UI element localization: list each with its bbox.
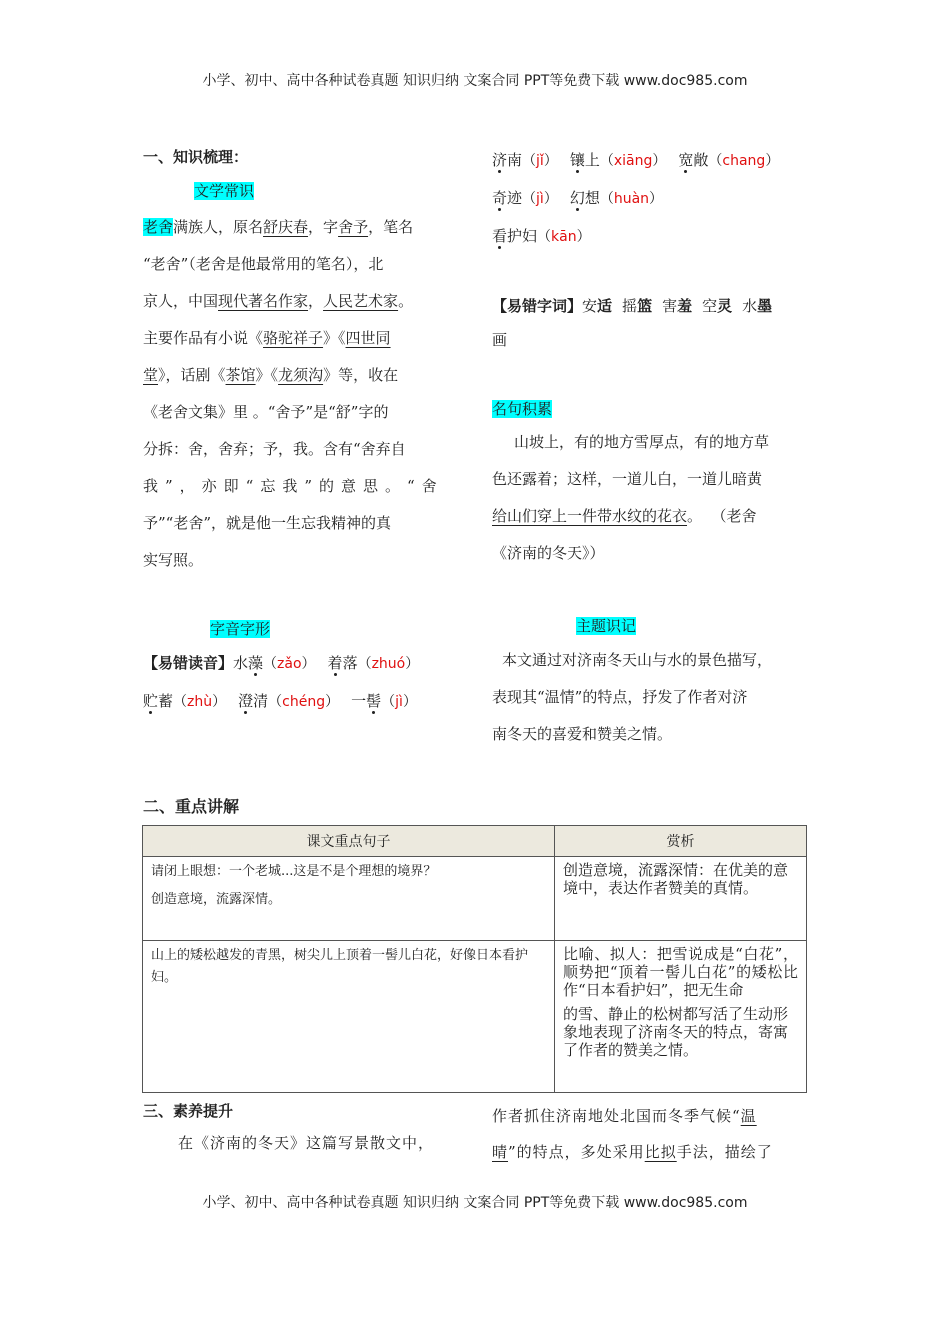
sentence-cell: [143, 941, 555, 1093]
work-title: 茶馆: [225, 366, 256, 384]
page-header: 小学、初中、高中各种试卷真题 知识归纳 文案合同 PPT等免费下载 www.doc985.com: [202, 73, 748, 89]
keyword: 晴: [492, 1143, 509, 1161]
quote-paragraph: [492, 424, 810, 572]
honor-title: 现代著名作家: [218, 292, 309, 310]
pinyin: （zhuó）: [357, 656, 420, 672]
text-line: 本文通过对济南冬天山与水的景色描写，: [502, 651, 773, 669]
section3-left-text: 在《济南的冬天》这篇写景散文中，: [178, 1134, 435, 1152]
text-line: 分拆：舍，舍弃；予，我。含有“舍弃自: [143, 440, 406, 458]
text: ”的特点，多处采用: [508, 1143, 645, 1161]
phonetics-label: 【易错读音】: [143, 654, 234, 672]
key-sentences-table: [142, 825, 807, 1093]
analysis-text: 的雪、静止的松树都写活了生动形象地表现了济南冬天的特点，寄寓了作者的赞美之情。: [563, 1005, 789, 1059]
theme-heading: 主题识记: [576, 617, 637, 635]
pinyin-item: 看护妇（kān）: [492, 227, 591, 245]
analysis-cell: [555, 857, 807, 941]
section2-title: 二、重点讲解: [143, 797, 240, 816]
text: 主要作品有小说《: [143, 329, 264, 347]
text: ，字: [308, 218, 339, 236]
text-line: 我”，亦即“忘我”的意思。“舍: [143, 477, 444, 495]
theme-paragraph: [492, 642, 810, 753]
text-line: 表现其“温情”的特点，抒发了作者对济: [492, 688, 748, 706]
text: ，: [308, 292, 324, 310]
keyword: 比拟: [644, 1143, 677, 1161]
page-footer: 小学、初中、高中各种试卷真题 知识归纳 文案合同 PPT等免费下载 www.doc985.com: [202, 1195, 748, 1211]
honor-title: 人民艺术家: [323, 292, 399, 310]
pinyin-item: 澄清（chéng）: [238, 692, 340, 710]
typo-word: 害羞: [662, 297, 693, 315]
work-title: 四世同: [345, 329, 391, 347]
pinyin-item: 水藻（zǎo）: [233, 654, 316, 672]
pinyin: （xiāng）: [599, 153, 667, 169]
section1-title: 一、知识梳理：: [143, 148, 249, 166]
text: 。 （老舍: [687, 507, 757, 525]
courtesy-name: 舍予: [338, 218, 369, 236]
analysis-cell: [555, 941, 807, 1093]
table-header-analysis: 赏析: [555, 826, 807, 857]
pinyin: （zhù）: [173, 694, 227, 710]
pinyin: （jǐ）: [522, 153, 558, 169]
text: 》等，收在: [323, 366, 399, 384]
text-line: 《济南的冬天》）: [492, 544, 605, 562]
left-column: [143, 145, 461, 710]
section3-title: 三、素养提升: [143, 1102, 234, 1120]
sentence-cell: [143, 857, 555, 941]
typo-word: 空灵: [702, 297, 733, 315]
pinyin-item: 一髻（jì）: [351, 692, 417, 710]
work-title: 龙须沟: [278, 366, 324, 384]
sentence-text: 请闭上眼想：一个老城...这是不是个理想的境界？: [151, 864, 437, 879]
keyword: 温: [740, 1107, 757, 1125]
phonetics-list: [143, 645, 473, 721]
pinyin: （chang）: [708, 153, 780, 169]
pinyin: （chéng）: [268, 694, 340, 710]
section3-right-text: [492, 1098, 810, 1170]
table-header-sentence: 课文重点句子: [143, 826, 555, 857]
text-line: 色还露着；这样，一道儿白，一道儿暗黄: [492, 470, 763, 488]
text-line: 予”“老舍”，就是他一生忘我精神的真: [143, 514, 392, 532]
pinyin: （jì）: [522, 191, 558, 207]
text-line: 山坡上，有的地方雪厚点，有的地方草: [514, 433, 770, 451]
sentence-text: 山上的矮松越发的青黑，树尖儿上顶着一髻儿白花，好像日本看护妇。: [151, 948, 529, 985]
right-column: [492, 142, 810, 743]
pronunciation-list: [492, 142, 810, 256]
pinyin: （kān）: [537, 229, 591, 245]
typo-label: 【易错字词】: [492, 297, 583, 315]
literature-paragraph: [143, 209, 461, 579]
text: 手法，描绘了: [676, 1143, 773, 1161]
analysis-text: 创造意境，流露深情：在优美的意境中，表达作者赞美的真情。: [563, 861, 789, 897]
pinyin: （zǎo）: [263, 656, 316, 672]
analysis-text: 比喻、拟人：把雪说成是“白花”，顺势把“顶着一髻儿白花”的矮松比作“日本看护妇”，把无生命: [563, 945, 798, 999]
pinyin: （huàn）: [599, 191, 664, 207]
pinyin: （jì）: [381, 694, 417, 710]
quote-heading: 名句积累: [492, 400, 553, 418]
phonetics-heading: 字音字形: [210, 620, 271, 638]
typo-word: 水墨: [742, 297, 773, 315]
table-row: [143, 941, 807, 1093]
table-row: [143, 857, 807, 941]
work-title: 堂: [143, 366, 159, 384]
pinyin-item: 镶上（xiāng）: [569, 151, 667, 169]
typo-words: [492, 288, 822, 355]
pinyin-item: 奇迹（jì）: [492, 189, 558, 207]
pinyin-item: 宽敞（chang）: [678, 151, 780, 169]
pinyin-item: 幻想（huàn）: [569, 189, 664, 207]
author-name: 老舍: [143, 218, 174, 236]
text-line: 实写照。: [143, 551, 204, 569]
pinyin-item: 着落（zhuó）: [327, 654, 420, 672]
literature-heading: 文学常识: [194, 182, 255, 200]
typo-word: 安适: [582, 297, 613, 315]
work-title: 骆驼祥子: [263, 329, 324, 347]
text: 满族人，原名: [173, 218, 264, 236]
text: ，笔名: [368, 218, 414, 236]
typo-word: 摇篮: [622, 297, 653, 315]
text: 。: [398, 292, 414, 310]
text-line: 南冬天的喜爱和赞美之情。: [492, 725, 673, 743]
text: 》《: [255, 366, 279, 384]
text: 作者抓住济南地处北国而冬季气候“: [492, 1107, 741, 1125]
text-line: “老舍”（老舍是他最常用的笔名），北: [143, 255, 384, 273]
quote-underlined: 给山们穿上一件带水纹的花衣: [492, 507, 688, 525]
sentence-text: 创造意境，流露深情。: [151, 892, 282, 907]
text-line: 《老舍文集》里 。“舍予”是“舒”字的: [143, 403, 389, 421]
typo-wrap: 画: [492, 331, 508, 349]
pinyin-item: 济南（jǐ）: [492, 151, 558, 169]
text: 》《: [323, 329, 346, 347]
real-name: 舒庆春: [263, 218, 309, 236]
pinyin-item: 贮蓄（zhù）: [143, 692, 227, 710]
text: 》，话剧《: [158, 366, 226, 384]
text: 京人，中国: [143, 292, 219, 310]
